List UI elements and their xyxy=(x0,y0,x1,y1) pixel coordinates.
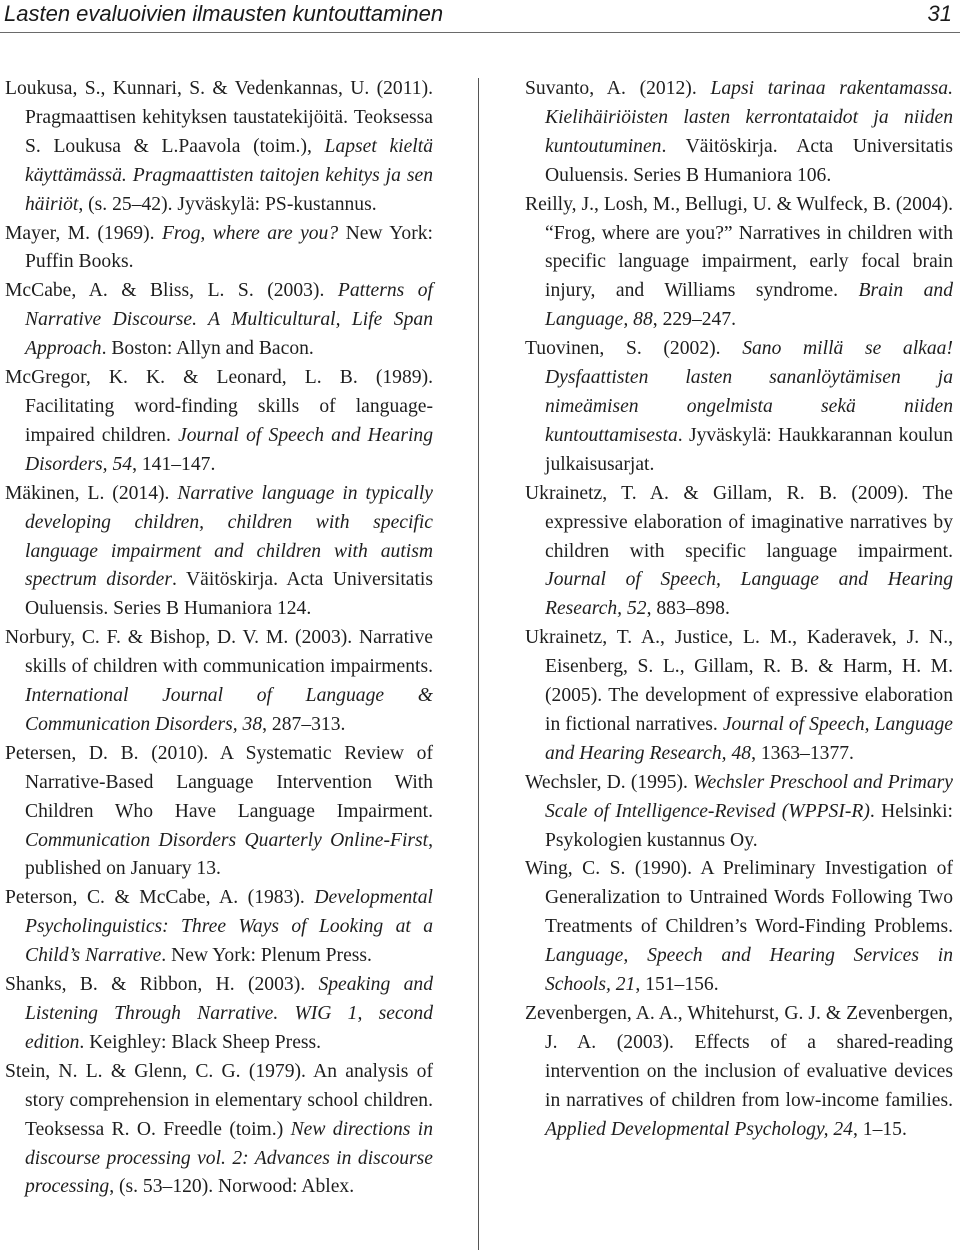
reference-text-part: . Jyväskylä: Haukkarannan koulun julkaisusarjat. xyxy=(545,424,953,475)
reference-text-part: , 229–247. xyxy=(652,309,737,331)
reference-italic-part: Speaking and Listening Through Narrative. WIG 1, second edition xyxy=(25,974,433,1053)
reference-italic-part: Brain and Language, 88 xyxy=(545,280,953,331)
reference-text-part: , 151–156. xyxy=(635,974,719,996)
reference-italic-part: Lapset kieltä käyttämässä. Pragmaattisten taitojen kehitys ja sen häiriöt xyxy=(25,135,433,215)
reference-entry xyxy=(525,191,953,336)
reference-entry xyxy=(525,480,953,625)
reference-italic-part: New directions in discourse processing vol. 2: Advances in discourse processing xyxy=(25,1118,433,1198)
reference-text-part: Reilly, J., Losh, M., Bellugi, U. & Wulfeck, B. (2004). “Frog, where are you?” Narratives in children with specific language impairment, early focal brain injury, and Williams syndrome. xyxy=(525,193,953,302)
reference-entry xyxy=(525,335,953,480)
reference-text-part: Tuovinen, S. (2002). xyxy=(525,338,743,360)
reference-entry xyxy=(525,1000,953,1145)
reference-entry xyxy=(525,855,953,1000)
reference-italic-part: Narrative language in typically developing children, children with specific language impairment and children with autism spectrum disorder xyxy=(25,482,434,591)
reference-text-part: , (s. 25–42). Jyväskylä: PS-kustannus. xyxy=(78,193,377,215)
reference-text-part: Suvanto, A. (2012). xyxy=(525,78,711,99)
reference-text-part: . Keighley: Black Sheep Press. xyxy=(79,1031,322,1053)
reference-text-part: Loukusa, S., Kunnari, S. & Vedenkannas, U. (2011). Pragmaattisen kehityksen taustatekijöitä. Teoksessa S. Loukusa & L.Paavola (toim.), xyxy=(5,78,433,157)
reference-text-part: , 1–15. xyxy=(852,1118,907,1140)
reference-text-part: McGregor, K. K. & Leonard, L. B. (1989). Facilitating word-finding skills of language-impaired children. xyxy=(5,367,433,446)
reference-text-part: , 1363–1377. xyxy=(751,742,854,764)
reference-text-part: Mayer, M. (1969). xyxy=(5,222,162,244)
reference-italic-part: International Journal of Language & Communication Disorders, 38 xyxy=(25,685,433,735)
reference-entry xyxy=(5,884,433,971)
reference-entry xyxy=(5,220,433,278)
reference-text-part: , (s. 53–120). Norwood: Ablex. xyxy=(109,1176,355,1198)
reference-entry xyxy=(5,971,433,1058)
reference-text-part: Stein, N. L. & Glenn, C. G. (1979). An analysis of story comprehension in elementary school children. Teoksessa R. O. Freedle (toim.) xyxy=(5,1060,433,1140)
reference-text-part: Peterson, C. & McCabe, A. (1983). xyxy=(5,887,315,909)
reference-text-part: Ukrainetz, T. A., Justice, L. M., Kaderavek, J. N., Eisenberg, S. L., Gillam, R. B. & Harm, H. M. (2005). The development of expressive elaboration in fictional narratives. xyxy=(525,627,953,735)
reference-entry xyxy=(5,740,433,885)
reference-italic-part: Sano millä se alkaa! Dysfaattisten lasten sananlöytämisen ja nimeämisen ongelmista sekä niiden kuntouttamisesta xyxy=(545,338,953,446)
reference-text-part: Shanks, B. & Ribbon, H. (2003). xyxy=(5,974,319,996)
reference-text-part: Mäkinen, L. (2014). xyxy=(5,482,178,504)
reference-entry xyxy=(5,480,433,625)
reference-text-part: McCabe, A. & Bliss, L. S. (2003). xyxy=(5,280,338,302)
reference-text-part: Zevenbergen, A. A., Whitehurst, G. J. & Zevenbergen, J. A. (2003). Effects of a shared-reading intervention on the inclusion of evaluative devices in narratives of children from low-income families. xyxy=(525,1003,953,1111)
reference-text-part: , 141–147. xyxy=(132,453,216,475)
reference-entry xyxy=(5,364,433,480)
reference-text-part: Wechsler, D. (1995). xyxy=(525,771,694,793)
reference-text-part: , 287–313. xyxy=(262,713,346,735)
running-title: Lasten evaluoivien ilmausten kuntouttaminen xyxy=(4,1,444,26)
reference-text-part: Petersen, D. B. (2010). A Systematic Review of Narrative-Based Language Intervention With Children Who Have Language Impairment. xyxy=(5,742,433,822)
reference-italic-part: Wechsler Preschool and Primary Scale of Intelligence-Revised (WPPSI-R) xyxy=(545,771,953,822)
reference-entry xyxy=(5,1058,433,1203)
references-right-column xyxy=(525,75,953,1145)
reference-italic-part: Journal of Speech, Language and Hearing Research, 52 xyxy=(545,569,953,620)
reference-italic-part: Journal of Speech and Hearing Disorders, 54 xyxy=(25,424,433,475)
reference-italic-part: Developmental Psycholinguistics: Three Ways of Looking at a Child’s Narrative xyxy=(25,887,433,967)
reference-entry xyxy=(5,277,433,364)
reference-italic-part: Frog, where are you? xyxy=(161,222,339,244)
reference-entry xyxy=(5,624,433,740)
reference-text-part: Norbury, C. F. & Bishop, D. V. M. (2003). Narrative skills of children with communication impairments. xyxy=(5,627,433,678)
reference-italic-part: Journal of Speech, Language and Hearing Research, 48 xyxy=(545,713,953,764)
reference-text-part: . Väitöskirja. Acta Universitatis Ouluensis. Series B Humaniora 106. xyxy=(545,135,953,186)
reference-entry xyxy=(5,75,433,220)
reference-text-part: . Helsinki: Psykologien kustannus Oy. xyxy=(545,800,953,851)
reference-text-part: New York: Puffin Books. xyxy=(25,222,433,273)
reference-text-part: , published on January 13. xyxy=(25,829,433,880)
reference-italic-part: Applied Developmental Psychology, 24 xyxy=(545,1118,853,1140)
reference-text-part: , 883–898. xyxy=(646,598,730,620)
reference-entry xyxy=(525,75,953,191)
reference-text-part: . Boston: Allyn and Bacon. xyxy=(101,338,314,360)
reference-italic-part: Communication Disorders Quarterly Online-First xyxy=(25,829,429,851)
reference-italic-part: Language, Speech and Hearing Services in Schools, 21 xyxy=(545,945,953,996)
column-divider xyxy=(478,78,479,1250)
references-left-column xyxy=(5,75,433,1202)
reference-text-part: . Väitöskirja. Acta Universitatis Ouluensis. Series B Humaniora 124. xyxy=(25,569,433,620)
reference-entry xyxy=(525,769,953,856)
page-number: 31 xyxy=(927,1,952,26)
page-header xyxy=(0,0,960,33)
reference-text-part: . New York: Plenum Press. xyxy=(161,945,372,967)
reference-text-part: Ukrainetz, T. A. & Gillam, R. B. (2009). The expressive elaboration of imaginative narratives by children with specific language impairment. xyxy=(525,482,953,562)
reference-italic-part: Lapsi tarinaa rakentamassa. Kielihäiriöisten lasten kerrontataidot ja niiden kuntoutuminen xyxy=(545,78,953,157)
reference-text-part: Wing, C. S. (1990). A Preliminary Investigation of Generalization to Untrained Words Following Two Treatments of Children’s Word-Finding Problems. xyxy=(525,858,953,938)
reference-entry xyxy=(525,624,953,769)
reference-italic-part: Patterns of Narrative Discourse. A Multicultural, Life Span Approach xyxy=(25,280,433,360)
